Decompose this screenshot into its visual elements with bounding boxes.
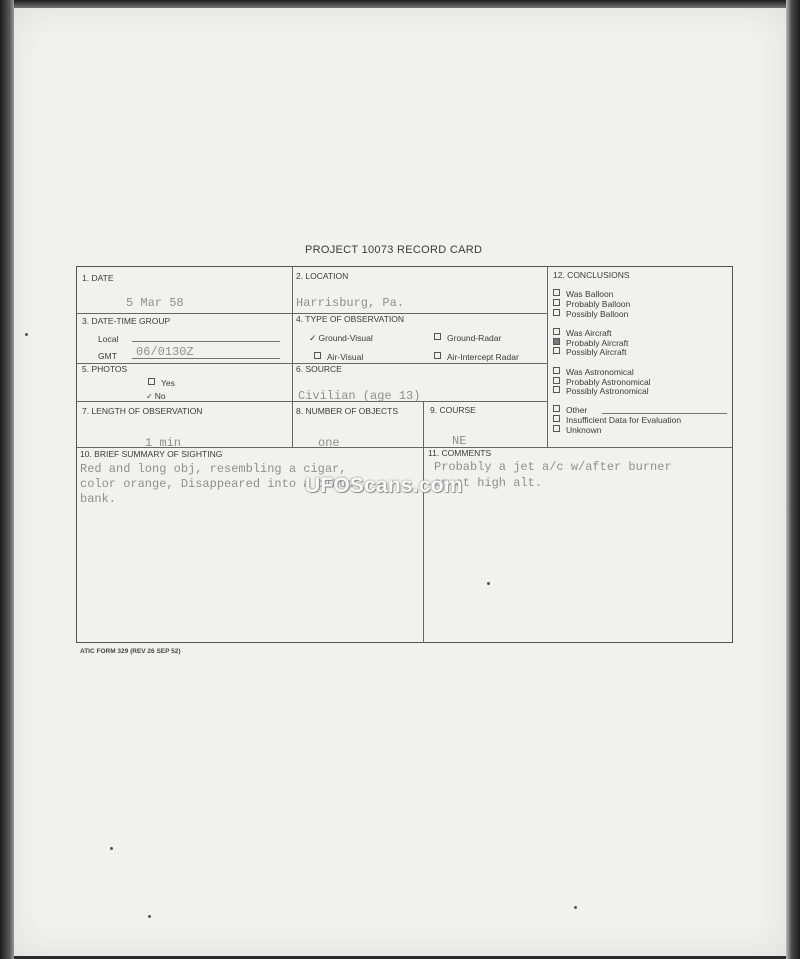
summary-line-3: bank.: [80, 492, 117, 506]
checkbox-icon: [553, 299, 560, 306]
option-air-intercept-radar: Air-Intercept Radar: [434, 352, 519, 362]
checkbox-icon: [553, 405, 560, 412]
type-of-observation-label: 4. TYPE OF OBSERVATION: [296, 314, 405, 324]
checkbox-icon: [553, 328, 560, 335]
checkbox-icon: [553, 289, 560, 296]
checked-checkbox-icon: ✓: [309, 333, 317, 343]
comments-label: 11. COMMENTS: [428, 448, 492, 458]
length-of-observation-label: 7. LENGTH OF OBSERVATION: [82, 406, 203, 416]
checkbox-icon: [553, 309, 560, 316]
course-value: NE: [452, 434, 467, 448]
checkbox-icon: [314, 352, 321, 359]
comments-line-2: on at high alt.: [434, 476, 543, 490]
speck: [148, 915, 151, 918]
scan-edge-left: [0, 0, 14, 959]
brief-summary-label: 10. BRIEF SUMMARY OF SIGHTING: [80, 449, 223, 459]
gmt-label: GMT: [98, 351, 117, 361]
checked-checkbox-icon: ✓: [146, 392, 153, 401]
date-value: 5 Mar 58: [126, 296, 184, 310]
conclusion-probably-astronomical: Probably Astronomical: [553, 377, 651, 387]
conclusion-possibly-aircraft: Possibly Aircraft: [553, 347, 626, 357]
conclusion-possibly-balloon: Possibly Balloon: [553, 309, 628, 319]
checkbox-icon: [434, 333, 441, 340]
conclusion-unknown: Unknown: [553, 425, 601, 435]
local-underline: [132, 341, 280, 342]
local-label: Local: [98, 334, 119, 344]
length-of-observation-value: 1 min: [145, 436, 182, 450]
conclusion-was-balloon: Was Balloon: [553, 289, 613, 299]
checkbox-icon: [553, 347, 560, 354]
scan-edge-right: [786, 0, 800, 959]
watermark: UFOScans.com: [305, 474, 463, 497]
summary-line-2: color orange, Disappeared into a cloud: [80, 477, 354, 491]
conclusion-probably-balloon: Probably Balloon: [553, 299, 630, 309]
speck: [487, 582, 490, 585]
divider-v3: [423, 401, 424, 643]
checkbox-icon: [148, 378, 155, 385]
conclusion-was-aircraft: Was Aircraft: [553, 328, 612, 338]
other-underline: [602, 413, 727, 414]
source-label: 6. SOURCE: [296, 364, 342, 374]
card-title: PROJECT 10073 RECORD CARD: [305, 244, 483, 256]
conclusion-other: Other: [553, 405, 587, 415]
option-air-visual: Air-Visual: [314, 352, 363, 362]
photos-label: 5. PHOTOS: [82, 364, 128, 374]
speck: [25, 333, 28, 336]
checkbox-icon: [553, 425, 560, 432]
checked-checkbox-icon: [553, 338, 560, 345]
checkbox-icon: [434, 352, 441, 359]
date-time-group-label: 3. DATE-TIME GROUP: [82, 316, 171, 326]
option-photos-yes: Yes: [148, 378, 175, 388]
speck: [574, 906, 577, 909]
option-ground-visual: ✓ Ground-Visual: [309, 333, 373, 343]
gmt-value: 06/0130Z: [136, 345, 194, 359]
source-value: Civilian (age 13): [298, 389, 421, 403]
checkbox-icon: [553, 415, 560, 422]
location-value: Harrisburg, Pa.: [296, 296, 405, 310]
option-ground-radar: Ground-Radar: [434, 333, 501, 343]
summary-line-1: Red and long obj, resembling a cigar,: [80, 462, 347, 476]
divider-v1: [292, 267, 293, 447]
conclusion-insufficient-data: Insufficient Data for Evaluation: [553, 415, 681, 425]
conclusions-label: 12. CONCLUSIONS: [553, 270, 630, 280]
speck: [110, 847, 113, 850]
course-label: 9. COURSE: [430, 405, 476, 415]
number-of-objects-label: 8. NUMBER OF OBJECTS: [296, 406, 399, 416]
comments-line-1: Probably a jet a/c w/after burner: [434, 460, 672, 474]
conclusion-probably-aircraft: Probably Aircraft: [553, 338, 628, 348]
checkbox-icon: [553, 386, 560, 393]
divider-v2: [547, 267, 548, 447]
conclusion-possibly-astronomical: Possibly Astronomical: [553, 386, 649, 396]
form-footer: ATIC FORM 329 (REV 26 SEP 52): [80, 648, 181, 655]
date-label: 1. DATE: [82, 273, 114, 283]
conclusion-was-astronomical: Was Astronomical: [553, 367, 634, 377]
location-label: 2. LOCATION: [296, 271, 349, 281]
checkbox-icon: [553, 367, 560, 374]
checkbox-icon: [553, 377, 560, 384]
option-photos-no: ✓ No: [146, 391, 166, 401]
number-of-objects-value: one: [318, 436, 340, 450]
